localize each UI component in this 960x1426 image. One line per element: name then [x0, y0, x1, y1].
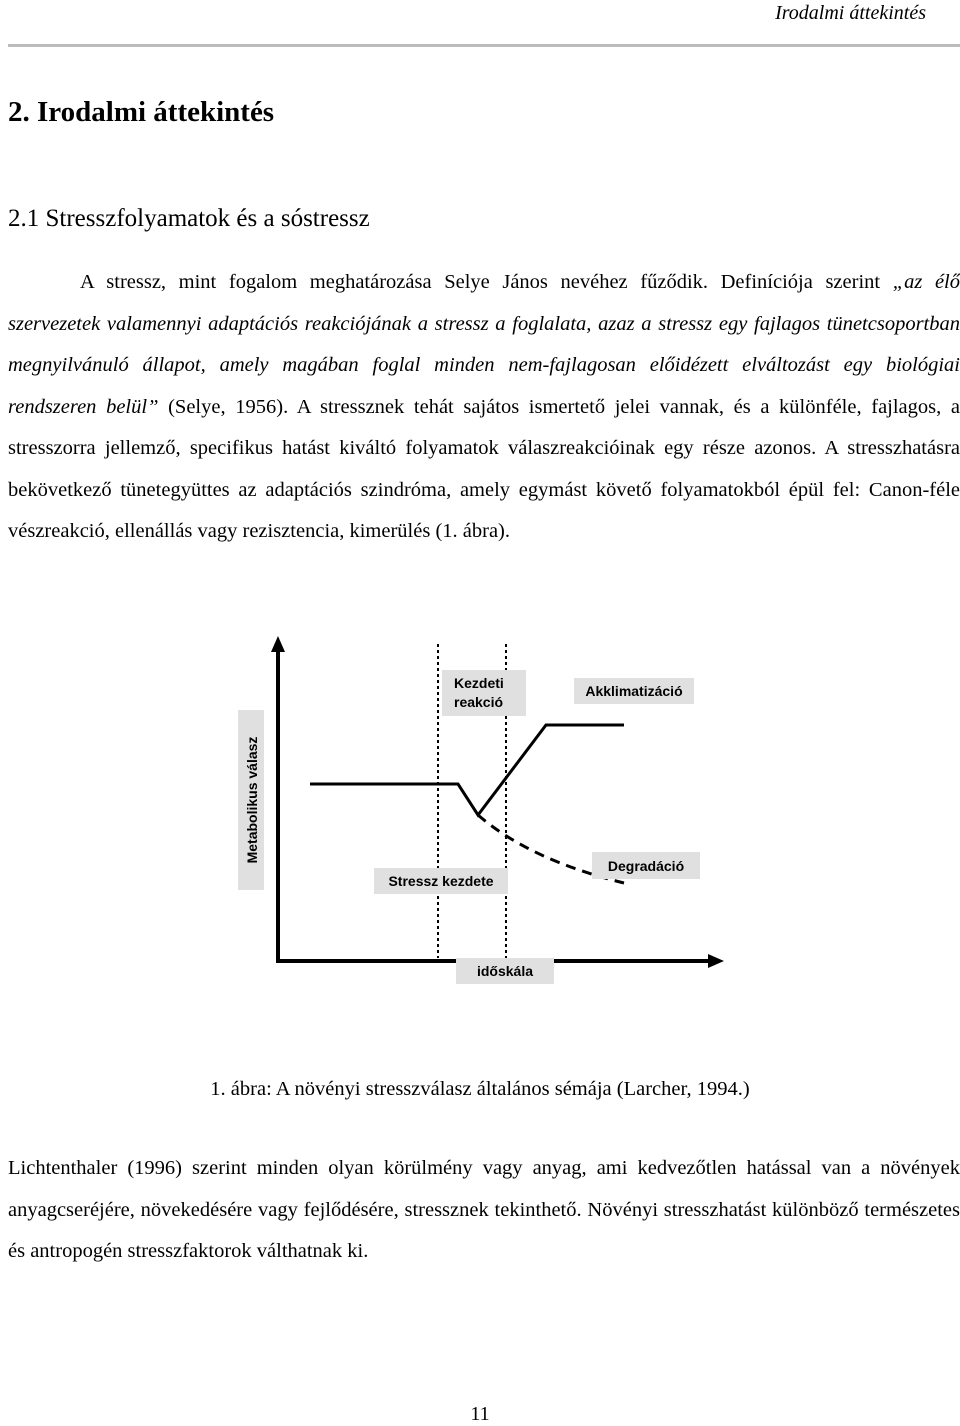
stress-response-diagram — [230, 630, 730, 990]
degradation-label: Degradáció — [607, 858, 685, 874]
diagram-svg — [230, 630, 730, 990]
header-rule — [8, 44, 960, 47]
page-number: 11 — [470, 1403, 490, 1425]
paragraph-definition — [8, 262, 960, 553]
figure-caption: 1. ábra: A növényi stresszválasz általános sémája (Larcher, 1994.) — [210, 1078, 750, 1100]
section-title: 2.1 Stresszfolyamatok és a sóstressz — [8, 205, 370, 232]
x-axis-label: időskála — [476, 963, 534, 979]
paragraph-lichtenthaler: Lichtenthaler (1996) szerint minden olyan körülmény vagy anyag, ami kedvezőtlen hatással van a növények anyagcseréjére, növekedésére vagy fejlődésére, stressznek tekinthető. Növényi stresszhatást különböző természetes és antropogén stresszfaktorok válthatnak ki. — [8, 1157, 960, 1262]
selye-quote: „az élő szervezetek valamennyi adaptációs reakciójának a stressz a foglalata, azaz a stressz egy fajlagos tünetcsoportban megnyilvánuló állapot, amely magában foglal minden nem-fajlagosan előidézett elváltozást egy biológiai rendszeren belül” — [8, 271, 960, 418]
y-axis-arrow — [271, 636, 285, 652]
initial-reaction-label-line2: reakció — [454, 694, 504, 710]
y-axis-label: Metabolikus válasz — [244, 736, 260, 864]
running-header: Irodalmi áttekintés — [775, 2, 926, 24]
initial-reaction-label-line1: Kezdeti — [454, 675, 504, 691]
paragraph-intro: A stressz, mint fogalom meghatározása Selye János nevéhez fűződik. Definíciója szerint — [80, 271, 893, 293]
acclimatization-label: Akklimatizáció — [585, 683, 683, 699]
paragraph-rest: (Selye, 1956). A stressznek tehát sajátos ismertető jelei vannak, és a különféle, fajlagos, a stresszorra jellemző, specifikus hatást kiváltó folyamatok válaszreakcióinak egy része azonos. A stresszhatásra bekövetkező tünetegyüttes az adaptációs szindróma, amely egymást követő folyamatokból épül fel: Canon-féle vészreakció, ellenállás vagy rezisztencia, kimerülés (1. ábra). — [8, 395, 960, 542]
acclimatization-curve — [310, 725, 624, 815]
stress-onset-label: Stressz kezdete — [388, 873, 494, 889]
chapter-title: 2. Irodalmi áttekintés — [8, 96, 275, 128]
x-axis-arrow — [708, 954, 724, 968]
